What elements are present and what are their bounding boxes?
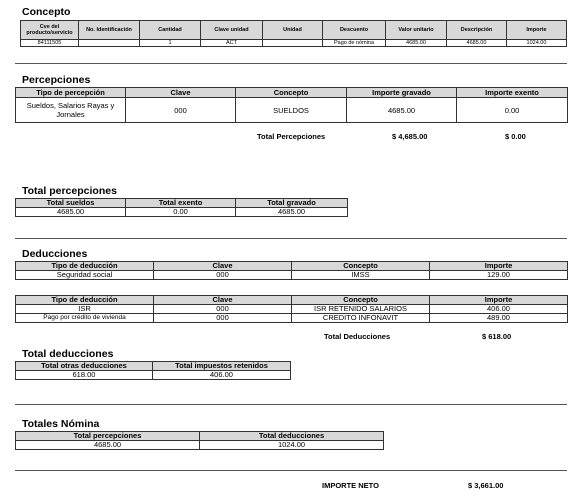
table-cell: ISR <box>16 305 154 314</box>
table-cell: 000 <box>154 314 292 323</box>
table-cell <box>263 40 323 47</box>
deducciones-table-2 <box>15 295 568 323</box>
total-deducciones-table <box>15 361 291 380</box>
table-header-row <box>16 432 384 441</box>
column-header: Total gravado <box>236 199 348 208</box>
total-percepciones-gravado: $ 4,685.00 <box>392 132 428 141</box>
table-cell: 84111505 <box>21 40 79 47</box>
column-header: Clave <box>154 262 292 271</box>
table-cell: 489.00 <box>430 314 568 323</box>
section-divider <box>15 470 567 471</box>
column-header: Tipo de deducción <box>16 296 154 305</box>
column-header: Total impuestos retenidos <box>153 362 291 371</box>
concepto-table <box>20 20 567 47</box>
table-cell: Sueldos, Salarios Rayas y Jornales <box>16 98 126 123</box>
column-header: Concepto <box>236 88 347 98</box>
column-header: Tipo de deducción <box>16 262 154 271</box>
column-header: Clave <box>126 88 236 98</box>
table-cell: IMSS <box>292 271 430 280</box>
table-cell: 4685.00 <box>347 98 457 123</box>
totales-nomina-title: Totales Nómina <box>22 418 100 430</box>
table-cell: 000 <box>154 305 292 314</box>
section-divider <box>15 63 567 64</box>
table-cell: CREDITO INFONAVIT <box>292 314 430 323</box>
column-header: Descripción <box>447 21 507 40</box>
percepciones-table <box>15 87 568 123</box>
total-percepciones-title: Total percepciones <box>22 185 117 197</box>
column-header: Unidad <box>263 21 323 40</box>
table-cell: 0.00 <box>457 98 568 123</box>
table-row <box>16 305 568 314</box>
column-header: Clave unidad <box>201 21 263 40</box>
column-header: Total sueldos <box>16 199 126 208</box>
column-header: Importe gravado <box>347 88 457 98</box>
section-divider <box>15 238 567 239</box>
table-row <box>16 314 568 323</box>
table-cell: 1024.00 <box>200 441 384 450</box>
table-cell: 1024.00 <box>507 40 567 47</box>
table-header-row <box>16 199 348 208</box>
table-row <box>16 208 348 217</box>
column-header: Concepto <box>292 296 430 305</box>
table-cell: ACT <box>201 40 263 47</box>
table-row <box>16 271 568 280</box>
column-header: Importe <box>507 21 567 40</box>
importe-neto-value: $ 3,661.00 <box>468 481 504 490</box>
column-header: Total percepciones <box>16 432 200 441</box>
total-deducciones-title: Total deducciones <box>22 348 114 360</box>
column-header: Total deducciones <box>200 432 384 441</box>
table-cell: 4685.00 <box>16 208 126 217</box>
table-cell: Seguridad social <box>16 271 154 280</box>
total-percepciones-table <box>15 198 348 217</box>
column-header: Total exento <box>126 199 236 208</box>
concepto-title: Concepto <box>22 6 71 18</box>
table-cell: 4685.00 <box>236 208 348 217</box>
total-deducciones-value: $ 618.00 <box>482 332 512 341</box>
column-header: Tipo de percepción <box>16 88 126 98</box>
table-cell: Pago de nómina <box>323 40 386 47</box>
deducciones-table-1 <box>15 261 568 280</box>
percepciones-title: Percepciones <box>22 74 91 86</box>
table-cell: 406.00 <box>153 371 291 380</box>
table-cell: 618.00 <box>16 371 153 380</box>
column-header: Cantidad <box>140 21 201 40</box>
table-cell: 4685.00 <box>16 441 200 450</box>
column-header: Importe <box>430 262 568 271</box>
table-row <box>16 441 384 450</box>
table-header-row <box>16 88 568 98</box>
importe-neto-label: IMPORTE NETO <box>322 481 379 490</box>
column-header: Total otras deducciones <box>16 362 153 371</box>
total-percepciones-exento: $ 0.00 <box>505 132 526 141</box>
table-cell: 4685.00 <box>447 40 507 47</box>
column-header: No. Identificación <box>79 21 140 40</box>
table-cell: 000 <box>154 271 292 280</box>
column-header: Importe exento <box>457 88 568 98</box>
section-divider <box>15 404 567 405</box>
table-header-row <box>16 362 291 371</box>
table-cell: Pago por crédito de vivienda <box>16 314 154 323</box>
table-header-row <box>21 21 567 40</box>
column-header: Clave <box>154 296 292 305</box>
table-header-row <box>16 296 568 305</box>
totales-nomina-table <box>15 431 384 450</box>
table-cell: 129.00 <box>430 271 568 280</box>
table-row <box>21 40 567 47</box>
table-row <box>16 371 291 380</box>
column-header: Valor unitario <box>386 21 447 40</box>
table-cell <box>79 40 140 47</box>
total-percepciones-label: Total Percepciones <box>257 132 326 141</box>
column-header: Descuento <box>323 21 386 40</box>
table-cell: 406.00 <box>430 305 568 314</box>
total-deducciones-label: Total Deducciones <box>324 332 391 341</box>
table-cell: 4685.00 <box>386 40 447 47</box>
table-cell: ISR RETENIDO SALARIOS <box>292 305 430 314</box>
table-cell: 000 <box>126 98 236 123</box>
table-cell: SUELDOS <box>236 98 347 123</box>
table-cell: 0.00 <box>126 208 236 217</box>
column-header: Importe <box>430 296 568 305</box>
column-header: Cve del producto/servicio <box>21 21 79 40</box>
table-header-row <box>16 262 568 271</box>
deducciones-title: Deducciones <box>22 248 88 260</box>
table-cell: 1 <box>140 40 201 47</box>
table-row <box>16 98 568 123</box>
column-header: Concepto <box>292 262 430 271</box>
